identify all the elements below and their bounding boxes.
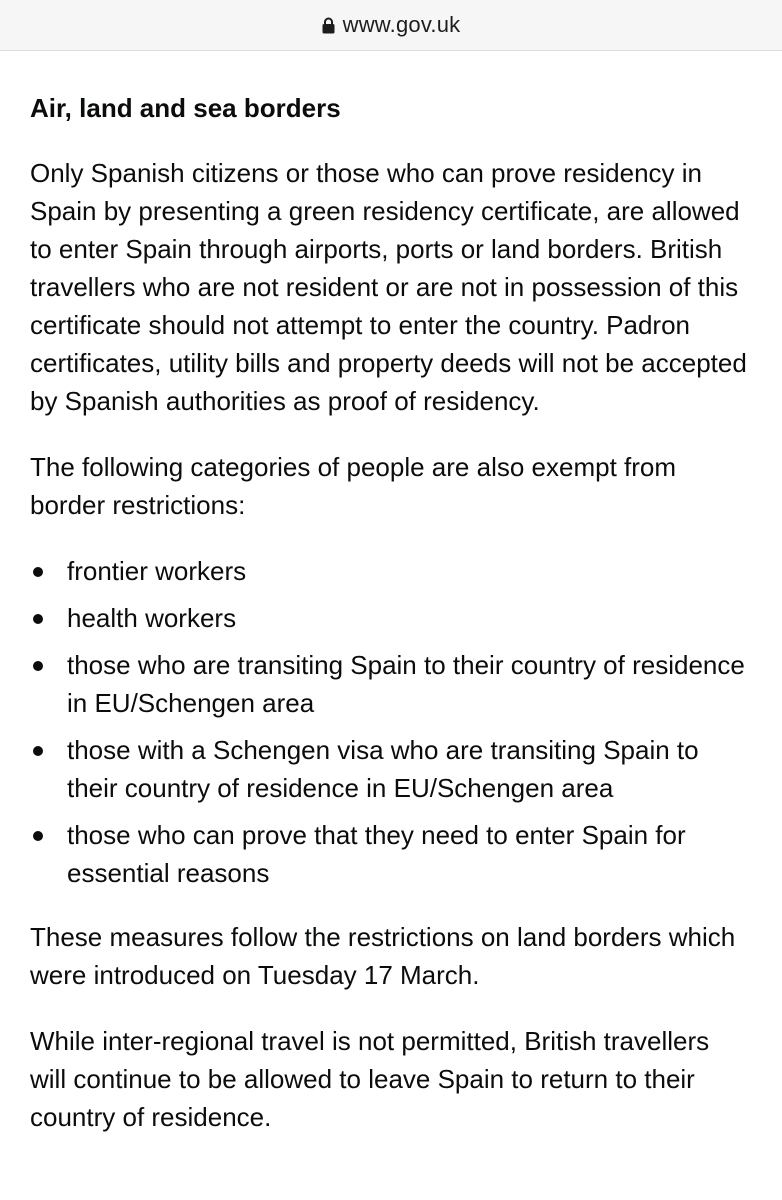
list-item: [30, 731, 752, 807]
list-item: [30, 816, 752, 892]
bullet-icon: [33, 661, 43, 671]
bullet-icon: [33, 746, 43, 756]
bullet-icon: [33, 614, 43, 624]
section-heading: Air, land and sea borders: [30, 93, 341, 123]
list-item-text: those who are transiting Spain to their country of residence in EU/Schengen area: [67, 650, 745, 718]
list-item-text: health workers: [67, 603, 237, 633]
url-text[interactable]: www.gov.uk: [342, 12, 461, 37]
bullet-icon: [33, 567, 43, 577]
article-content: [0, 51, 782, 1136]
exemptions-intro: The following categories of people are also exempt from border restrictions:: [30, 452, 677, 520]
list-item: [30, 599, 752, 637]
land-borders-paragraph: These measures follow the restrictions on land borders which were introduced on Tuesday 17 March.: [30, 922, 736, 990]
list-item-text: frontier workers: [67, 556, 247, 586]
lock-icon: [322, 17, 335, 34]
list-item: [30, 646, 752, 722]
exemption-list: [30, 552, 752, 892]
browser-address-bar[interactable]: [0, 0, 782, 51]
residency-paragraph: Only Spanish citizens or those who can prove residency in Spain by presenting a green residency certificate, are allowed to enter Spain through airports, ports or land borders. British travellers who are not resident or are not in possession of this certificate should not attempt to enter the country. Padron certificates, utility bills and property deeds will not be accepted by Spanish authorities as proof of residency.: [30, 158, 747, 416]
list-item-text: those with a Schengen visa who are transiting Spain to their country of residence in EU/Schengen area: [67, 735, 699, 803]
list-item-text: those who can prove that they need to enter Spain for essential reasons: [67, 820, 686, 888]
bullet-icon: [33, 831, 43, 841]
travel-paragraph: While inter-regional travel is not permitted, British travellers will continue to be allowed to leave Spain to return to their country of residence.: [30, 1026, 710, 1132]
list-item: [30, 552, 752, 590]
